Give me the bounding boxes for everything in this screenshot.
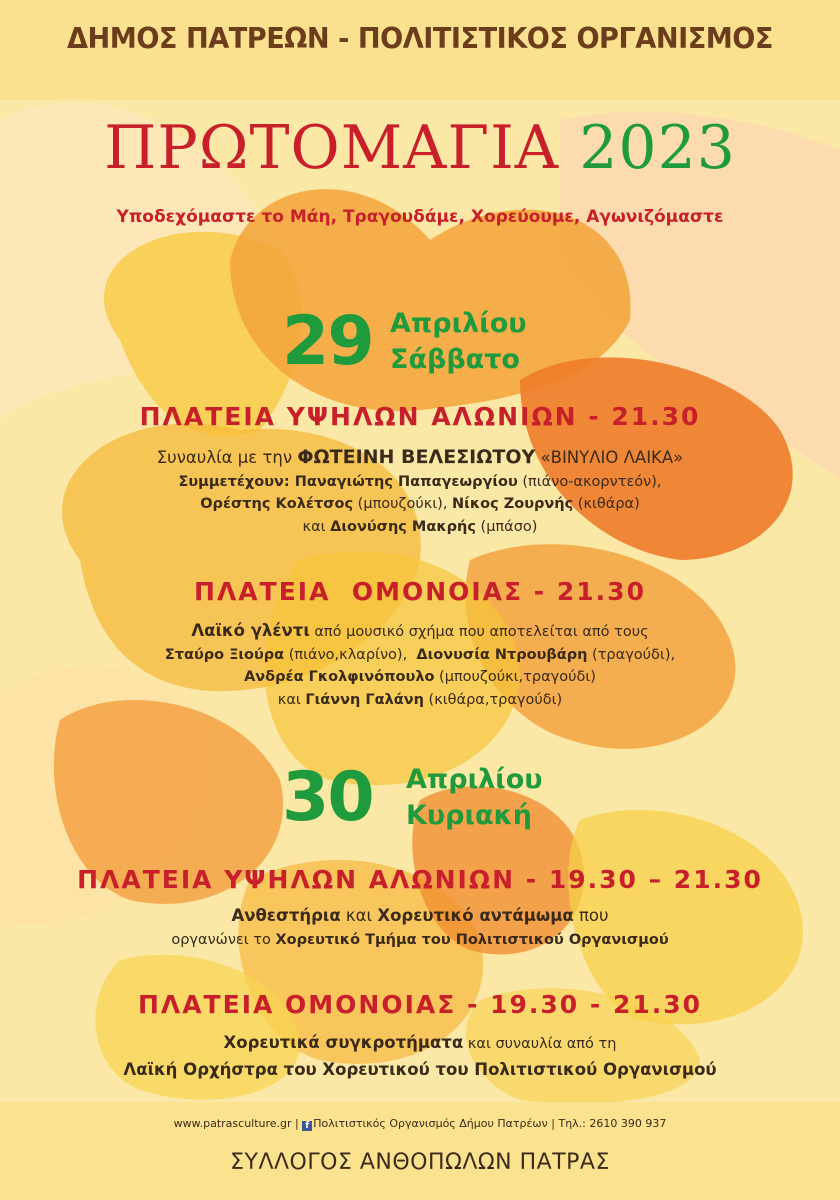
date-month: Απριλίου (406, 764, 543, 795)
text: από μουσικό σχήμα που αποτελείται από τους (309, 624, 649, 640)
text: Χορευτικά συγκροτήματα (223, 1033, 464, 1052)
text: (μπάσο) (475, 518, 538, 535)
text: Σταύρο Ξιούρα (164, 646, 285, 663)
website-link[interactable]: www.patrasculture.gr (173, 1117, 292, 1130)
event-line (0, 1030, 840, 1057)
text: «ΒΙΝΥΛΙΟ ΛΑΙΚΑ» (535, 448, 684, 467)
phone-number: Τηλ.: 2610 390 937 (558, 1117, 667, 1130)
text: και (340, 906, 378, 925)
event-line (0, 929, 840, 952)
venue-heading: ΠΛΑΤΕΙΑ ΟΜΟΝΟΙΑΣ - 19.30 - 21.30 (137, 990, 703, 1019)
event-line (0, 905, 840, 929)
date-month-weekday (406, 762, 543, 834)
event-line (0, 471, 840, 494)
date-weekday: Κυριακή (406, 800, 532, 831)
text: Χορευτικό Τμήμα του Πολιτιστικού Οργανισμού (275, 931, 669, 948)
text: οργανώνει το (171, 931, 276, 948)
date-block-30 (282, 758, 602, 848)
text: Ανθεστήρια (231, 906, 341, 925)
date-number: 29 (282, 302, 373, 381)
organization-title: ΔΗΜΟΣ ΠΑΤΡΕΩΝ - ΠΟΛΙΤΙΣΤΙΚΟΣ ΟΡΓΑΝΙΣΜΟΣ (66, 22, 773, 55)
text: Ορέστης Κολέτσος (200, 496, 354, 512)
text: και (302, 518, 331, 535)
event-line (0, 666, 840, 689)
text: (πιάνο,κλαρίνο), (284, 646, 417, 663)
venue-heading: ΠΛΑΤΕΙΑ ΥΨΗΛΩΝ ΑΛΩΝΙΩΝ - 21.30 (139, 402, 701, 431)
event-line (0, 620, 840, 644)
event-description (0, 446, 840, 538)
text: (κιθάρα,τραγούδι) (423, 691, 563, 708)
event-line (0, 446, 840, 471)
event-line: Λαϊκή Ορχήστρα του Χορευτικού του Πολιτιστικού Οργανισμού (123, 1060, 717, 1079)
date-month: Απριλίου (390, 308, 527, 339)
event-line (0, 493, 840, 516)
event-line (0, 644, 840, 667)
performer-name: ΦΩΤΕΙΝΗ ΒΕΛΕΣΙΩΤΟΥ (297, 446, 536, 468)
venue-heading: ΠΛΑΤΕΙΑ ΟΜΟΝΟΙΑΣ - 21.30 (194, 577, 646, 606)
text: Διονύσης Μακρής (330, 518, 476, 535)
text: (τραγούδι), (587, 646, 676, 663)
event-description (0, 620, 840, 711)
facebook-icon: f (302, 1121, 312, 1131)
separator: | (547, 1117, 559, 1130)
text: (πιάνο-ακορντεόν), (517, 473, 662, 490)
text: Ανδρέα Γκολφινόπουλο (244, 669, 435, 685)
date-month-weekday (390, 306, 527, 378)
organizer: ΣΥΛΛΟΓΟΣ ΑΝΘΟΠΩΛΩΝ ΠΑΤΡΑΣ (230, 1150, 610, 1175)
text: Νίκος Ζουρνής (452, 496, 574, 512)
separator: | (291, 1117, 303, 1130)
contact-line (0, 1117, 840, 1131)
date-weekday: Σάββατο (390, 344, 520, 375)
text: και συναυλία από τη (463, 1036, 617, 1052)
event-line (0, 516, 840, 539)
event-line (0, 689, 840, 712)
text: Χορευτικό αντάμωμα (377, 906, 574, 925)
text: (μπουζούκι), (353, 496, 453, 512)
event-description (0, 905, 840, 951)
text: (κιθάρα) (573, 496, 640, 512)
text: (μπουζούκι,τραγούδι) (434, 669, 596, 685)
facebook-link[interactable]: Πολιτιστικός Οργανισμός Δήμου Πατρέων (313, 1117, 548, 1130)
text: Λαϊκό γλέντι (191, 621, 310, 640)
event-description (0, 1030, 840, 1083)
text: Συμμετέχουν: Παναγιώτης Παπαγεωργίου (178, 473, 518, 490)
text: Γιάννη Γαλάνη (305, 691, 424, 708)
subtitle: Υποδεχόμαστε το Μάη, Τραγουδάμε, Χορεύουμε, Αγωνιζόμαστε (116, 207, 724, 227)
text: και (277, 691, 306, 708)
date-number: 30 (282, 758, 373, 837)
text: Διονυσία Ντρουβάρη (416, 646, 588, 663)
page-title (0, 112, 840, 184)
venue-heading: ΠΛΑΤΕΙΑ ΥΨΗΛΩΝ ΑΛΩΝΙΩΝ - 19.30 – 21.30 (77, 865, 763, 894)
text: Συναυλία με την (156, 448, 298, 467)
title-year: 2023 (579, 113, 736, 183)
text: που (573, 906, 609, 925)
title-word: ΠΡΩΤΟΜΑΓΙΑ (104, 113, 560, 183)
date-block-29 (282, 302, 582, 392)
